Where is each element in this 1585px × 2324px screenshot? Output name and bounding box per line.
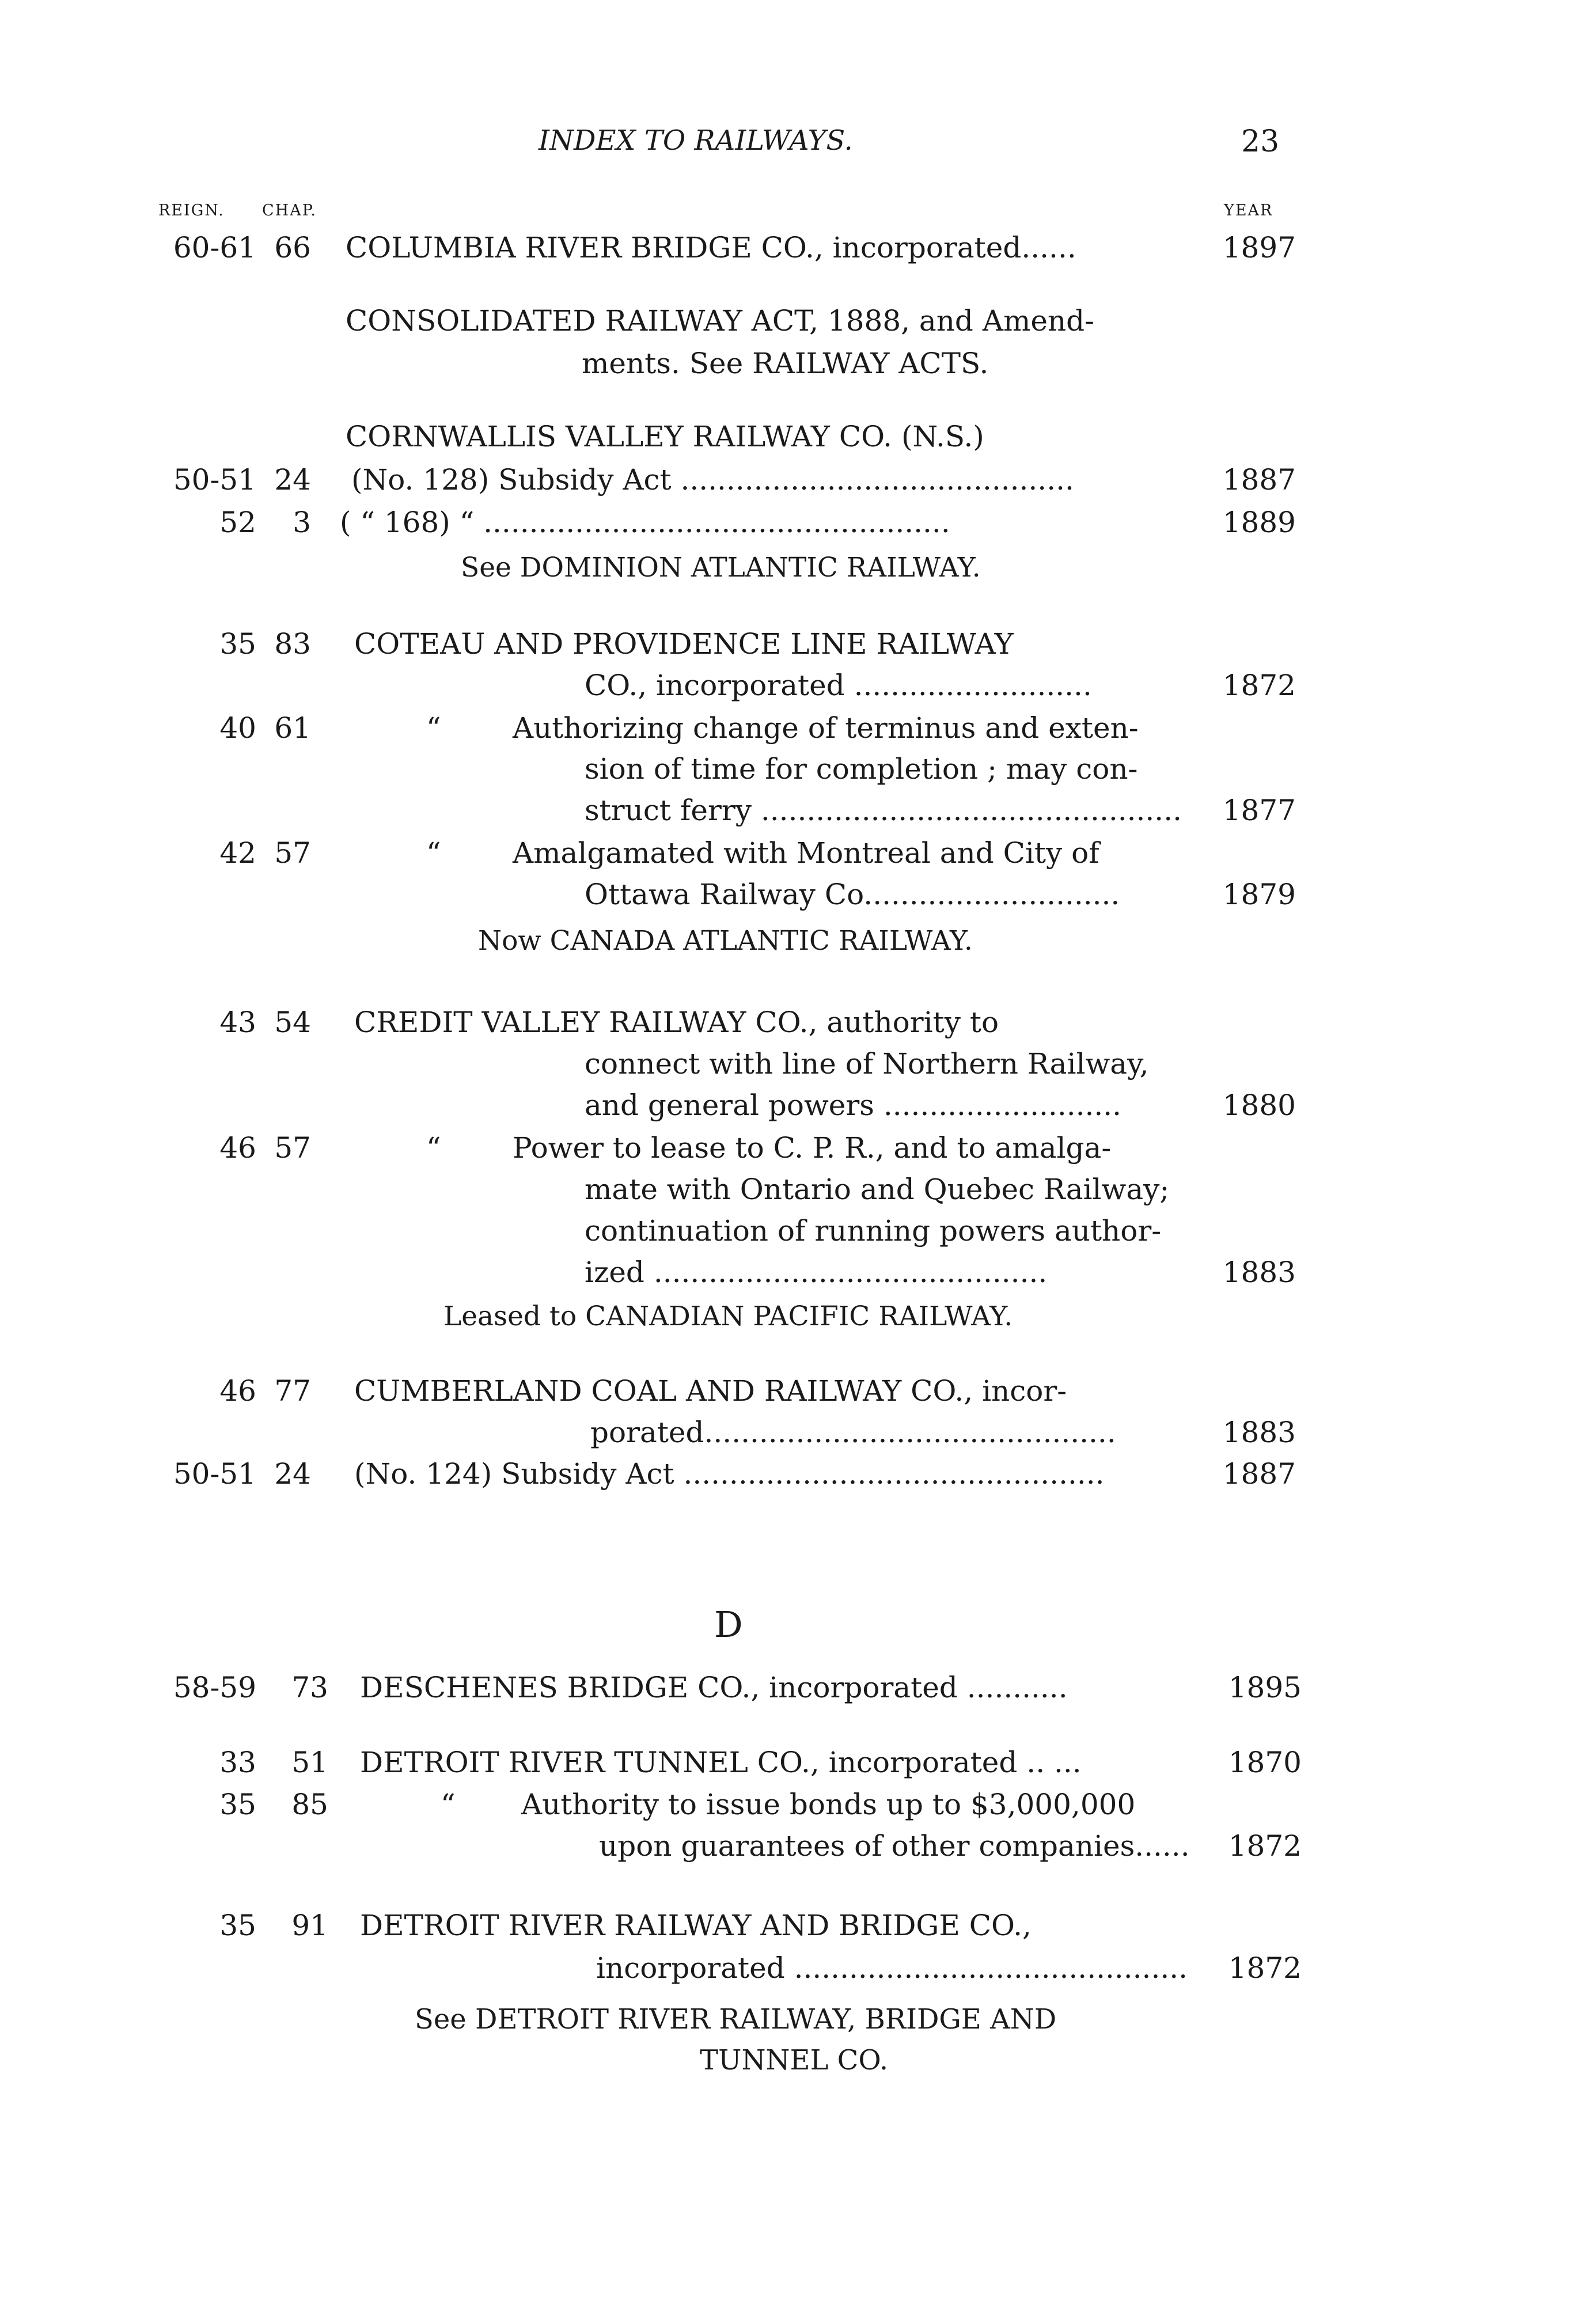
entry-heading: DETROIT RIVER RAILWAY AND BRIDGE CO., <box>360 1909 1032 1942</box>
entry-heading: CUMBERLAND COAL AND RAILWAY CO., incor- <box>354 1374 1067 1408</box>
entry-year: 1887 <box>1222 1457 1296 1491</box>
entry-chap: 66 <box>274 231 311 264</box>
cross-reference: Now CANADA ATLANTIC RAILWAY. <box>478 925 973 957</box>
entry-text: and general powers .......................... <box>585 1089 1122 1122</box>
entry-text: DETROIT RIVER TUNNEL CO., incorporated .. ... <box>360 1746 1082 1779</box>
ditto-mark: “ <box>441 1788 456 1821</box>
entry-text: ized ........................................... <box>585 1256 1048 1289</box>
entry-year: 1883 <box>1222 1416 1296 1449</box>
entry-text: upon guarantees of other companies...... <box>599 1829 1190 1863</box>
entry-chap: 24 <box>274 1457 311 1491</box>
entry-year: 1870 <box>1228 1746 1302 1779</box>
entry-text: Ottawa Railway Co............................ <box>585 878 1120 911</box>
entry-chap: 51 <box>291 1746 328 1779</box>
entry-year: 1872 <box>1228 1829 1302 1863</box>
section-letter: D <box>714 1603 743 1646</box>
ditto-mark: “ <box>426 836 441 870</box>
entry-chap: 77 <box>274 1374 311 1408</box>
column-head-reign: REIGN. <box>158 202 225 219</box>
entry-text: (No. 128) Subsidy Act ........................................... <box>351 463 1074 496</box>
entry-year: 1877 <box>1222 794 1296 827</box>
entry-reign: 40 <box>219 711 256 745</box>
entry-reign: 43 <box>219 1006 256 1039</box>
entry-year: 1872 <box>1222 669 1296 702</box>
entry-text: CO., incorporated .......................... <box>585 669 1092 702</box>
entry-year: 1887 <box>1222 463 1296 496</box>
entry-text: COLUMBIA RIVER BRIDGE CO., incorporated...... <box>346 231 1076 264</box>
entry-chap: 54 <box>274 1006 311 1039</box>
ditto-mark: “ <box>426 1131 441 1165</box>
entry-chap: 3 <box>293 506 311 539</box>
entry-chap: 91 <box>291 1909 328 1942</box>
page-number: 23 <box>1241 124 1280 159</box>
entry-heading: COTEAU AND PROVIDENCE LINE RAILWAY <box>354 627 1014 661</box>
entry-year: 1880 <box>1222 1089 1296 1122</box>
entry-reign: 50-51 <box>173 1457 256 1491</box>
entry-text: porated............................................. <box>590 1416 1116 1449</box>
entry-reign: 33 <box>219 1746 256 1779</box>
entry-reign: 35 <box>219 1788 256 1821</box>
entry-text: continuation of running powers author- <box>585 1214 1162 1248</box>
entry-year: 1895 <box>1228 1671 1302 1704</box>
entry-text: ments. See RAILWAY ACTS. <box>582 347 989 380</box>
entry-text: sion of time for completion ; may con- <box>585 752 1138 786</box>
entry-year: 1879 <box>1222 878 1296 911</box>
entry-text: ( “ 168) “ ................................................... <box>340 506 950 539</box>
entry-heading: CREDIT VALLEY RAILWAY CO., authority to <box>354 1006 999 1039</box>
entry-chap: 61 <box>274 711 311 745</box>
entry-chap: 57 <box>274 836 311 870</box>
entry-text: Amalgamated with Montreal and City of <box>513 836 1099 870</box>
entry-year: 1897 <box>1222 231 1296 264</box>
entry-reign: 35 <box>219 627 256 661</box>
entry-text: incorporated ........................................... <box>596 1951 1188 1985</box>
entry-chap: 73 <box>291 1671 328 1704</box>
entry-reign: 46 <box>219 1374 256 1408</box>
entry-year: 1889 <box>1222 506 1296 539</box>
entry-text: Authorizing change of terminus and exten- <box>513 711 1139 745</box>
entry-reign: 42 <box>219 836 256 870</box>
entry-text: Authority to issue bonds up to $3,000,000 <box>521 1788 1136 1821</box>
cross-reference: See DETROIT RIVER RAILWAY, BRIDGE AND <box>415 2003 1057 2035</box>
entry-text: CONSOLIDATED RAILWAY ACT, 1888, and Amend- <box>346 304 1095 338</box>
entry-text: connect with line of Northern Railway, <box>585 1047 1149 1081</box>
entry-text: struct ferry .............................................. <box>585 794 1182 827</box>
entry-year: 1872 <box>1228 1951 1302 1985</box>
cross-reference: TUNNEL CO. <box>700 2044 889 2076</box>
entry-text: Power to lease to C. P. R., and to amalga- <box>513 1131 1112 1165</box>
entry-heading: CORNWALLIS VALLEY RAILWAY CO. (N.S.) <box>346 420 984 453</box>
entry-reign: 46 <box>219 1131 256 1165</box>
column-head-chap: CHAP. <box>262 202 317 219</box>
entry-text: mate with Ontario and Quebec Railway; <box>585 1173 1170 1206</box>
entry-chap: 24 <box>274 463 311 496</box>
entry-text: DESCHENES BRIDGE CO., incorporated ........... <box>360 1671 1068 1704</box>
entry-chap: 85 <box>291 1788 328 1821</box>
entry-reign: 58-59 <box>173 1671 256 1704</box>
entry-chap: 57 <box>274 1131 311 1165</box>
cross-reference: Leased to CANADIAN PACIFIC RAILWAY. <box>443 1301 1013 1332</box>
entry-year: 1883 <box>1222 1256 1296 1289</box>
entry-reign: 60-61 <box>173 231 256 264</box>
column-head-year: YEAR <box>1224 202 1273 219</box>
running-head: INDEX TO RAILWAYS. <box>539 124 853 157</box>
entry-chap: 83 <box>274 627 311 661</box>
cross-reference: See DOMINION ATLANTIC RAILWAY. <box>461 552 981 583</box>
entry-reign: 50-51 <box>173 463 256 496</box>
entry-text: (No. 124) Subsidy Act .............................................. <box>354 1457 1105 1491</box>
ditto-mark: “ <box>426 711 441 745</box>
entry-reign: 52 <box>219 506 256 539</box>
entry-reign: 35 <box>219 1909 256 1942</box>
